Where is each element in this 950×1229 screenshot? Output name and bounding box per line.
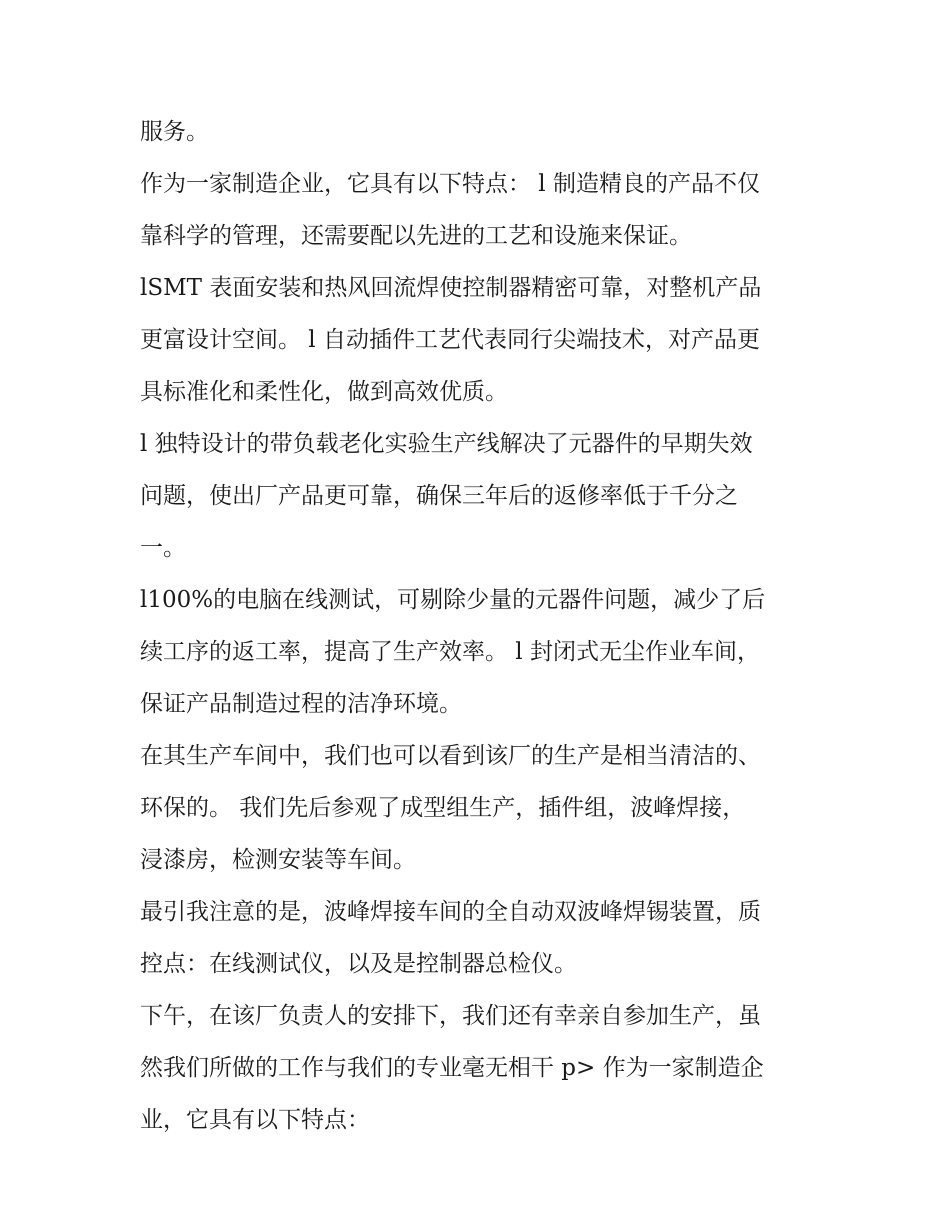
text-line: 作为一家制造企业，它具有以下特点： l 制造精良的产品不仅 [140, 171, 760, 197]
text-line: 控点：在线测试仪，以及是控制器总检仪。 [140, 951, 577, 977]
text-line: 业，它具有以下特点： [140, 1107, 370, 1133]
text-line: 更富设计空间。 l 自动插件工艺代表同行尖端技术，对产品更 [140, 327, 760, 353]
text-line: l100%的电脑在线测试，可剔除少量的元器件问题，减少了后 [140, 587, 766, 613]
text-line: lSMT 表面安装和热风回流焊使控制器精密可靠，对整机产品 [140, 275, 762, 301]
text-line: 在其生产车间中，我们也可以看到该厂的生产是相当清洁的、 [140, 743, 761, 769]
text-line: 一。 [140, 535, 186, 561]
text-line: 续工序的返工率，提高了生产效率。 l 封闭式无尘作业车间， [140, 639, 760, 665]
text-line: 然我们所做的工作与我们的专业毫无相干 p> 作为一家制造企 [140, 1055, 764, 1081]
body-text [140, 106, 820, 1146]
text-line: 最引我注意的是，波峰焊接车间的全自动双波峰焊锡装置，质 [140, 899, 761, 925]
text-line: 下午，在该厂负责人的安排下，我们还有幸亲自参加生产，虽 [140, 1003, 761, 1029]
text-line: 具标准化和柔性化，做到高效优质。 [140, 379, 508, 405]
text-line: 问题，使出厂产品更可靠，确保三年后的返修率低于千分之 [140, 483, 738, 509]
text-line: 靠科学的管理，还需要配以先进的工艺和设施来保证。 [140, 223, 692, 249]
text-line: 浸漆房，检测安装等车间。 [140, 847, 416, 873]
text-line: 环保的。 我们先后参观了成型组生产，插件组，波峰焊接， [140, 795, 746, 821]
text-line: l 独特设计的带负载老化实验生产线解决了元器件的早期失效 [140, 431, 753, 457]
text-line: 保证产品制造过程的洁净环境。 [140, 691, 462, 717]
text-line: 服务。 [140, 119, 209, 145]
